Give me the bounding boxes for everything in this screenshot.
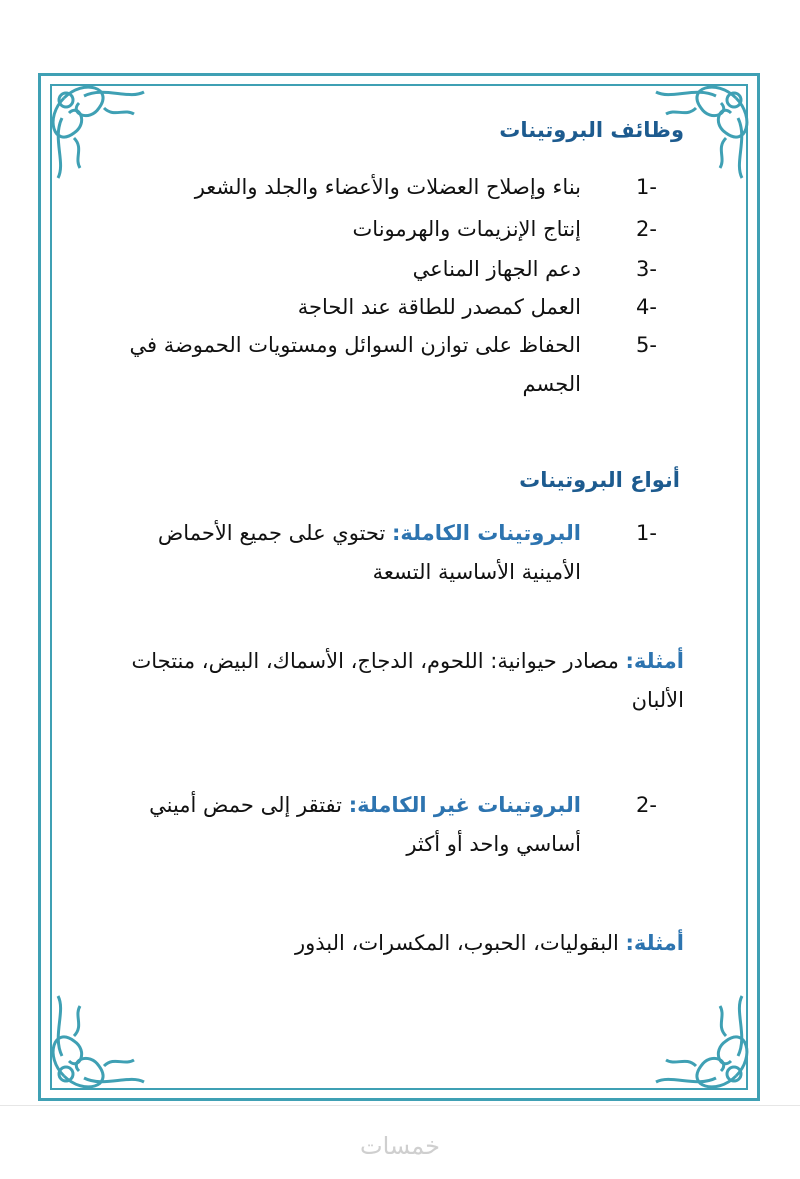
- list-number: 2-: [636, 217, 657, 241]
- ornament-bow-icon: [44, 986, 154, 1096]
- list-number: 2-: [636, 793, 657, 817]
- examples-text: البقوليات، الحبوب، المكسرات، البذور: [295, 931, 619, 955]
- list-text: بناء وإصلاح العضلات والأعضاء والجلد والشعر: [194, 175, 581, 199]
- type-label: البروتينات الكاملة:: [392, 521, 581, 545]
- examples-paragraph: [118, 642, 684, 720]
- list-text: [111, 786, 581, 864]
- examples-label: أمثلة:: [625, 931, 684, 955]
- ornament-bow-icon: [646, 986, 756, 1096]
- type-description: تحتوي على جميع الأحماض الأمينية الأساسية التسعة: [157, 521, 581, 584]
- list-text: العمل كمصدر للطاقة عند الحاجة: [297, 295, 581, 319]
- list-number: 3-: [636, 257, 657, 281]
- list-text: إنتاج الإنزيمات والهرمونات: [352, 217, 581, 241]
- list-text: [111, 514, 581, 592]
- examples-text: مصادر حيوانية: اللحوم، الدجاج، الأسماك، البيض، منتجات الألبان: [131, 649, 684, 712]
- list-text: دعم الجهاز المناعي: [412, 257, 581, 281]
- examples-label: أمثلة:: [625, 649, 684, 673]
- examples-paragraph: [118, 924, 684, 963]
- list-number: 5-: [636, 333, 657, 357]
- list-number: 1-: [636, 521, 657, 545]
- watermark-logo: خمسات: [359, 1132, 441, 1160]
- functions-heading: وظائف البروتينات: [499, 118, 684, 142]
- divider: [0, 1105, 800, 1106]
- list-number: 4-: [636, 295, 657, 319]
- types-heading: أنواع البروتينات: [519, 468, 680, 492]
- list-number: 1-: [636, 175, 657, 199]
- list-text: الحفاظ على توازن السوائل ومستويات الحموضة في الجسم: [129, 333, 581, 396]
- type-label: البروتينات غير الكاملة:: [348, 793, 581, 817]
- ornament-bow-icon: [44, 78, 154, 188]
- type-description: تفتقر إلى حمض أميني أساسي واحد أو أكثر: [149, 793, 581, 856]
